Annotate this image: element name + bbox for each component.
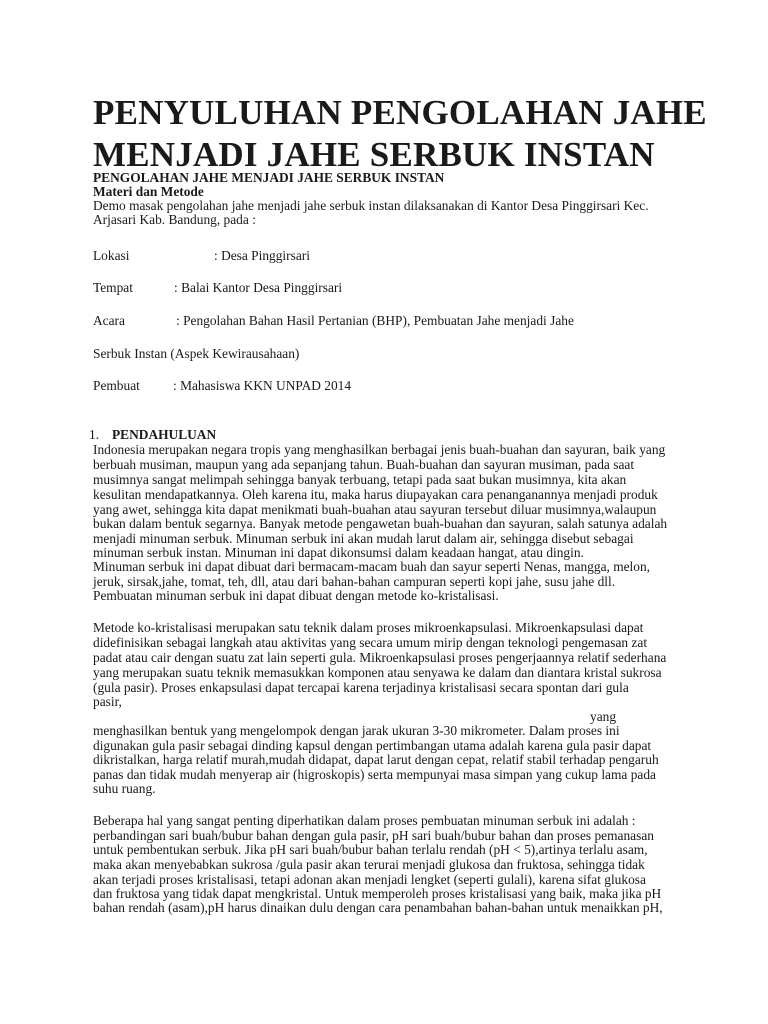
paragraph-line: menghasilkan bentuk yang mengelompok dengan jarak ukuran 3-30 mikrometer. Dalam proses ini (93, 723, 620, 738)
paragraph-line: perbandingan sari buah/bubur bahan dengan gula pasir, pH sari buah/bubur bahan dan proses pemanasan (93, 828, 654, 843)
tempat-label: Tempat (93, 280, 133, 295)
tempat-value: : Balai Kantor Desa Pinggirsari (174, 280, 343, 295)
paragraph-line: musimnya sangat melimpah sehingga banyak terbuang, tetapi pada saat bukan musimnya, kita akan (93, 472, 627, 487)
paragraph-line: jeruk, sirsak,jahe, tomat, teh, dll, atau dari bahan-bahan campuran seperti kopi jahe, susu jahe dll. (93, 574, 616, 589)
paragraph-line: bukan dalam bentuk segarnya. Banyak metode pengawetan buah-buahan dan sayuran, salah satunya adalah (93, 516, 668, 531)
paragraph-line: pasir, (93, 694, 122, 709)
paragraph-line: (gula pasir). Proses enkapsulasi dapat tercapai karena terjadinya kristalisasi secara spontan dari gula (93, 680, 629, 695)
subtitle: PENGOLAHAN JAHE MENJADI JAHE SERBUK INSTAN (93, 170, 445, 185)
subheading: Materi dan Metode (93, 184, 204, 199)
paragraph-line: didefinisikan sebagai langkah atau aktivitas yang secara umum mirip dengan teknologi pengemasan zat (93, 635, 648, 650)
paragraph-line: Beberapa hal yang sangat penting diperhatikan dalam proses pembuatan minuman serbuk ini adalah : (93, 813, 636, 828)
paragraph-line: yang merupakan suatu teknik memasukkan komponen atau senyawa ke dalam dan diantara kristal sukrosa (93, 665, 662, 680)
lokasi-label: Lokasi (93, 248, 130, 263)
paragraph-line: maka akan menyebabkan sukrosa /gula pasir akan terurai menjadi glukosa dan fruktosa, sehingga tidak (93, 857, 645, 872)
paragraph-line: dikristalkan, harga relatif murah,mudah didapat, dapat larut dengan cepat, relatif stabil terhadap pengaruh (93, 752, 659, 767)
acara-value: : Pengolahan Bahan Hasil Pertanian (BHP), Pembuatan Jahe menjadi Jahe (176, 313, 574, 328)
document-title (93, 92, 733, 176)
paragraph-line: suhu ruang. (93, 781, 156, 796)
paragraph-line: yang (590, 709, 617, 724)
paragraph-line: kesulitan mendapatkannya. Oleh karena itu, maka harus diupayakan cara penanganannya menjadi produk (93, 487, 658, 502)
paragraph-line: Indonesia merupakan negara tropis yang menghasilkan berbagai jenis buah-buahan dan sayuran, baik yang (93, 442, 666, 457)
paragraph-line: Minuman serbuk ini dapat dibuat dari bermacam-macam buah dan sayur seperti Nenas, mangga, melon, (93, 559, 651, 574)
paragraph-line: padat atau cair dengan suatu zat lain seperti gula. Mikroenkapsulasi proses pengerjaannya relatif sederhana (93, 650, 667, 665)
paragraph-line: digunakan gula pasir sebagai dinding kapsul dengan pertimbangan utama adalah karena gula pasir dapat (93, 738, 652, 753)
paragraph-line: dan fruktosa yang tidak dapat mengkristal. Untuk memperoleh proses kristalisasi yang baik, maka jika pH (93, 886, 662, 901)
paragraph-line: Metode ko-kristalisasi merupakan satu teknik dalam proses mikroenkapsulasi. Mikroenkapsulasi dapat (93, 620, 644, 635)
lokasi-value: : Desa Pinggirsari (214, 248, 310, 263)
paragraph-line: yang awet, sehingga kita dapat menikmati buah-buahan atau sayuran tersebut diluar musimnya,walaupun (93, 502, 657, 517)
paragraph-line: berbuah musiman, maupun yang ada sepanjang tahun. Buah-buahan dan sayuran musiman, pada saat (93, 457, 635, 472)
paragraph-line: untuk pembentukan serbuk. Jika pH sari buah/bubur bahan terlalu rendah (pH < 5),artinya terlalu asam, (93, 842, 648, 857)
acara-label: Acara (93, 313, 125, 328)
paragraph-line: Pembuatan minuman serbuk ini dapat dibuat dengan metode ko-kristalisasi. (93, 588, 499, 603)
section-number: 1. (89, 427, 100, 442)
paragraph-line: panas dan tidak mudah menyerap air (higroskopis) serta mempunyai masa simpan yang cukup lama pada (93, 767, 656, 782)
title-line-1: PENYULUHAN PENGOLAHAN JAHE (93, 93, 707, 132)
paragraph-line: akan terjadi proses kristalisasi, tetapi adonan akan menjadi lengket (seperti gulali), karena sifat glukosa (93, 872, 646, 887)
pembuat-value: : Mahasiswa KKN UNPAD 2014 (173, 378, 352, 393)
acara-continuation: Serbuk Instan (Aspek Kewirausahaan) (93, 346, 300, 361)
intro-line: Demo masak pengolahan jahe menjadi jahe serbuk instan dilaksanakan di Kantor Desa Pinggirsari Kec. (93, 198, 649, 213)
paragraph-line: menjadi minuman serbuk. Minuman serbuk ini akan mudah larut dalam air, sehingga disebut sebagai (93, 531, 634, 546)
paragraph-line: minuman serbuk instan. Minuman ini dapat dikonsumsi dalam keadaan hangat, atau dingin. (93, 545, 584, 560)
intro-line: Arjasari Kab. Bandung, pada : (93, 212, 256, 227)
section-heading: PENDAHULUAN (112, 427, 217, 442)
paragraph-line: bahan rendah (asam),pH harus dinaikan dulu dengan cara penambahan bahan-bahan untuk menaikkan pH, (93, 900, 663, 915)
pembuat-label: Pembuat (93, 378, 140, 393)
title-line-2: MENJADI JAHE SERBUK INSTAN (93, 135, 655, 174)
